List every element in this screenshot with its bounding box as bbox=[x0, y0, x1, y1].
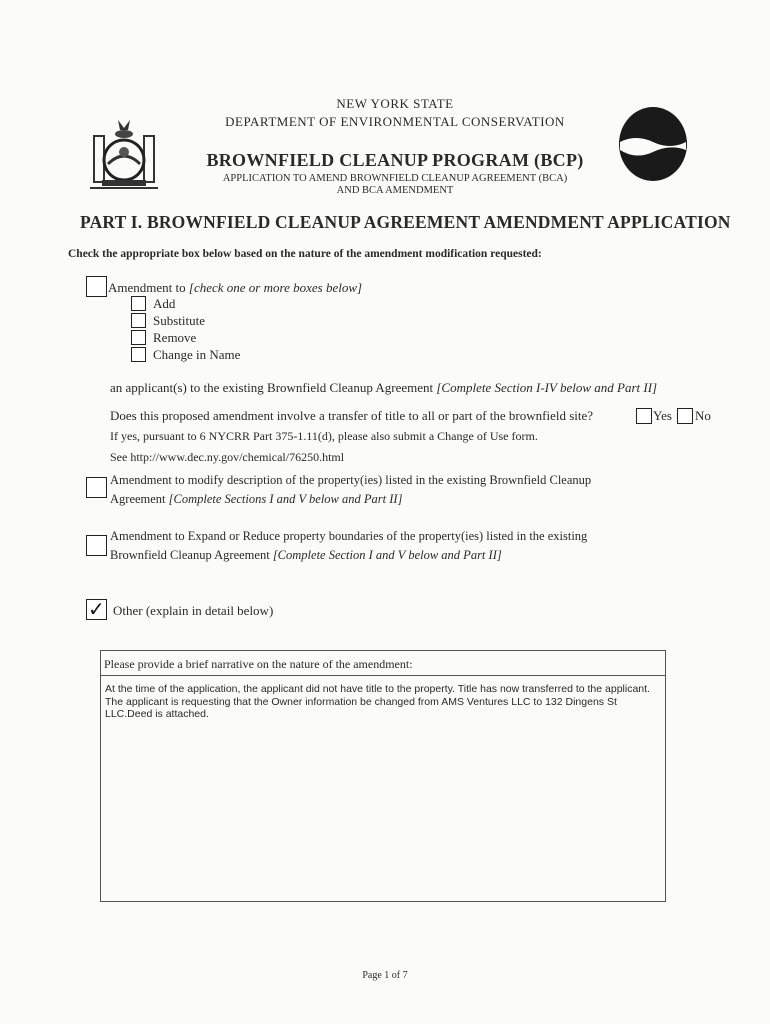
header-subtitle-line2: AND BCA AMENDMENT bbox=[336, 185, 454, 196]
modify-description-hint: [Complete Sections I and V below and Part II] bbox=[168, 492, 403, 506]
header-state: NEW YORK STATE bbox=[336, 96, 454, 111]
applicant-line-text: an applicant(s) to the existing Brownfield Cleanup Agreement bbox=[110, 380, 437, 395]
instruction-text: Check the appropriate box below based on the nature of the amendment modification requested: bbox=[68, 248, 542, 260]
if-yes-text: If yes, pursuant to 6 NYCRR Part 375-1.11(d), please also submit a Change of Use form. bbox=[110, 429, 538, 443]
narrative-prompt: Please provide a brief narrative on the nature of the amendment: bbox=[104, 657, 413, 671]
other-label: Other (explain in detail below) bbox=[113, 603, 274, 618]
header-program: BROWNFIELD CLEANUP PROGRAM (BCP) bbox=[206, 150, 584, 170]
other-checkbox[interactable] bbox=[86, 599, 107, 620]
transfer-no-label: No bbox=[695, 408, 711, 423]
substitute-label: Substitute bbox=[153, 313, 206, 328]
amendment-to-hint: [check one or more boxes below] bbox=[188, 280, 363, 295]
expand-reduce-line2 bbox=[110, 548, 502, 563]
applicant-line bbox=[110, 380, 657, 396]
add-label: Add bbox=[153, 296, 176, 311]
header-department: DEPARTMENT OF ENVIRONMENTAL CONSERVATION bbox=[225, 114, 565, 129]
transfer-question: Does this proposed amendment involve a transfer of title to all or part of the brownfield site? bbox=[110, 408, 594, 423]
see-url-link[interactable]: See http://www.dec.ny.gov/chemical/76250.html bbox=[110, 450, 345, 464]
amendment-to-text: Amendment to bbox=[108, 280, 189, 295]
modify-description-checkbox[interactable] bbox=[86, 477, 107, 498]
substitute-checkbox[interactable] bbox=[131, 313, 146, 328]
transfer-no-checkbox[interactable] bbox=[677, 408, 693, 424]
add-checkbox[interactable] bbox=[131, 296, 146, 311]
dec-logo-emblem bbox=[618, 106, 688, 182]
change-in-name-label: Change in Name bbox=[153, 347, 241, 362]
remove-checkbox[interactable] bbox=[131, 330, 146, 345]
modify-description-line1: Amendment to modify description of the property(ies) listed in the existing Brownfield Cleanup bbox=[110, 473, 592, 487]
expand-reduce-text: Brownfield Cleanup Agreement bbox=[110, 548, 273, 562]
amendment-to-label bbox=[108, 280, 362, 296]
checkmark-icon: ✓ bbox=[88, 597, 105, 621]
narrative-divider bbox=[100, 675, 666, 676]
narrative-text: At the time of the application, the applicant did not have title to the property. Title has now transferred to the applicant. The applicant is requesting that the Owner information be changed from AMS Ventures LLC to 132 Dingens St LLC.Deed is attached. bbox=[105, 683, 650, 720]
header-subtitle-line1: APPLICATION TO AMEND BROWNFIELD CLEANUP AGREEMENT (BCA) bbox=[222, 173, 568, 184]
modify-description-line2 bbox=[110, 492, 402, 507]
nys-seal-emblem bbox=[88, 118, 160, 192]
transfer-yes-label: Yes bbox=[653, 408, 672, 423]
modify-description-text: Agreement bbox=[110, 492, 169, 506]
page-number: Page 1 of 7 bbox=[362, 970, 408, 981]
applicant-line-hint: [Complete Section I-IV below and Part II] bbox=[436, 380, 658, 395]
amendment-to-checkbox[interactable] bbox=[86, 276, 107, 297]
expand-reduce-hint: [Complete Section I and V below and Part II] bbox=[272, 548, 502, 562]
expand-reduce-line1: Amendment to Expand or Reduce property boundaries of the property(ies) listed in the existing bbox=[110, 529, 588, 543]
part-title: PART I. BROWNFIELD CLEANUP AGREEMENT AMENDMENT APPLICATION bbox=[80, 212, 731, 232]
change-in-name-checkbox[interactable] bbox=[131, 347, 146, 362]
transfer-yes-checkbox[interactable] bbox=[636, 408, 652, 424]
remove-label: Remove bbox=[153, 330, 197, 345]
expand-reduce-checkbox[interactable] bbox=[86, 535, 107, 556]
